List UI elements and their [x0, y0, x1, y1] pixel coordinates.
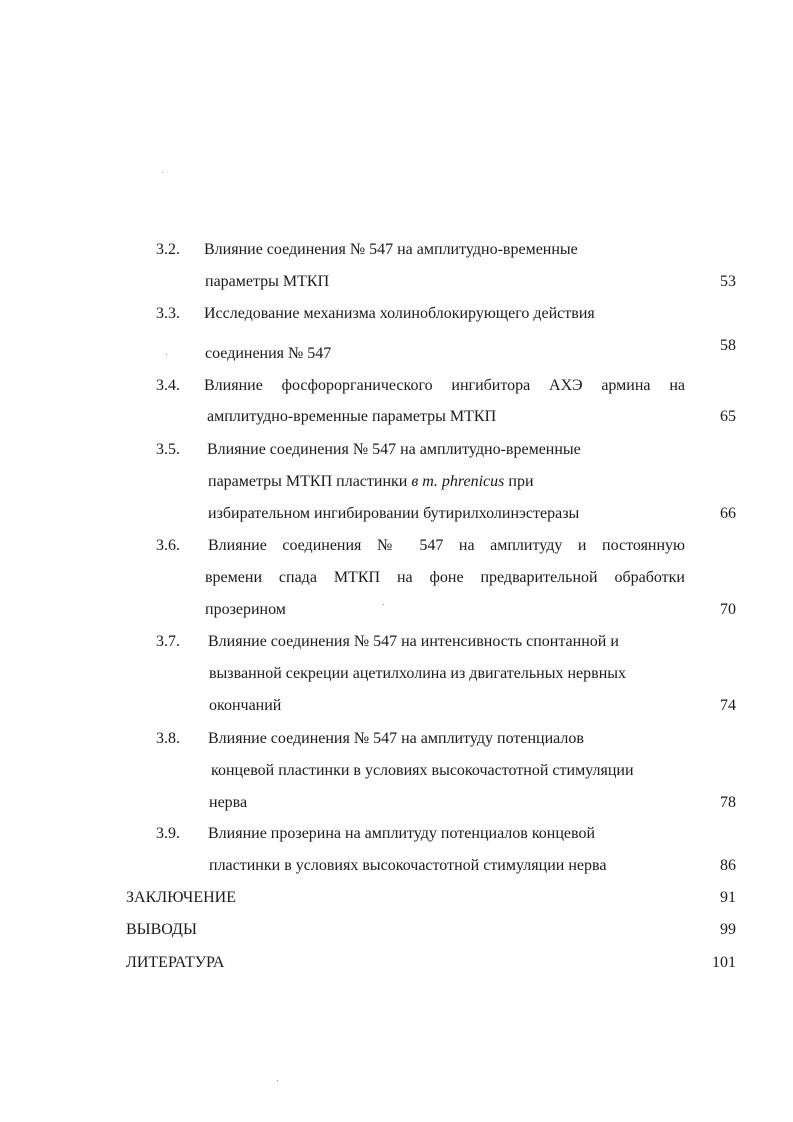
section-title: ЗАКЛЮЧЕНИЕ: [126, 889, 236, 906]
entry-number: 3.9.: [156, 825, 180, 842]
entry-title-line: нерва: [209, 794, 248, 811]
entry-title-italic: в m. phrenicus: [411, 473, 505, 490]
entry-page-number: 58: [720, 337, 736, 354]
entry-page-number: 74: [720, 697, 736, 714]
entry-title-line: Влияние соединения № 547 на амплитуду и постоянную: [208, 537, 685, 554]
entry-title-line: Влияние соединения № 547 на амплитуду потенциалов: [208, 730, 584, 747]
entry-number: 3.4.: [156, 377, 180, 394]
scan-speck: [166, 354, 167, 355]
entry-title-text: при: [508, 473, 534, 490]
entry-number: 3.2.: [156, 241, 180, 258]
entry-title-text: параметры МТКП пластинки: [208, 473, 408, 490]
section-title: ЛИТЕРАТУРА: [126, 954, 225, 971]
entry-number: 3.5.: [156, 441, 180, 458]
entry-title-line: окончаний: [209, 697, 282, 714]
entry-page-number: 66: [720, 505, 736, 522]
section-page-number: 91: [720, 889, 736, 906]
scan-speck: [383, 604, 384, 605]
entry-title-line: параметры МТКП: [205, 273, 330, 290]
section-page-number: 101: [712, 954, 736, 971]
scan-speck: [277, 1080, 278, 1081]
entry-title-line: Влияние соединения № 547 на интенсивность спонтанной и: [208, 633, 619, 650]
entry-page-number: 70: [720, 601, 736, 618]
entry-title-line: пластинки в условиях высокочастотной стимуляции нерва: [209, 857, 607, 874]
entry-number: 3.8.: [156, 730, 180, 747]
entry-title-line: избирательном ингибировании бутирилхолинэстеразы: [208, 505, 580, 522]
entry-number: 3.7.: [156, 633, 180, 650]
entry-page-number: 65: [720, 408, 736, 425]
entry-page-number: 53: [720, 273, 736, 290]
entry-title-line: Влияние соединения № 547 на амплитудно-временные: [204, 241, 578, 258]
entry-title-line: прозерином: [205, 601, 286, 618]
entry-title-line: Влияние прозерина на амплитуду потенциалов концевой: [208, 825, 596, 842]
entry-page-number: 86: [720, 857, 736, 874]
entry-number: 3.6.: [156, 537, 180, 554]
entry-title-line: Влияние фосфорорганического ингибитора АХЭ армина на: [204, 377, 685, 394]
section-page-number: 99: [720, 921, 736, 938]
entry-title-line: Влияние соединения № 547 на амплитудно-временные: [207, 441, 581, 458]
scan-speck: [162, 172, 163, 173]
entry-title-line: концевой пластинки в условиях высокочастотной стимуляции: [211, 762, 634, 779]
entry-title-line: времени спада МТКП на фоне предварительной обработки: [205, 569, 685, 586]
entry-title-line: соединения № 547: [205, 345, 332, 362]
entry-title-line: амплитудно-временные параметры МТКП: [207, 408, 497, 425]
entry-page-number: 78: [720, 794, 736, 811]
entry-number: 3.3.: [156, 305, 180, 322]
entry-title-line: Исследование механизма холиноблокирующего действия: [204, 305, 595, 322]
entry-title-line: вызванной секреции ацетилхолина из двигательных нервных: [209, 665, 627, 682]
section-title: ВЫВОДЫ: [126, 921, 197, 938]
entry-title-line: [208, 472, 534, 492]
